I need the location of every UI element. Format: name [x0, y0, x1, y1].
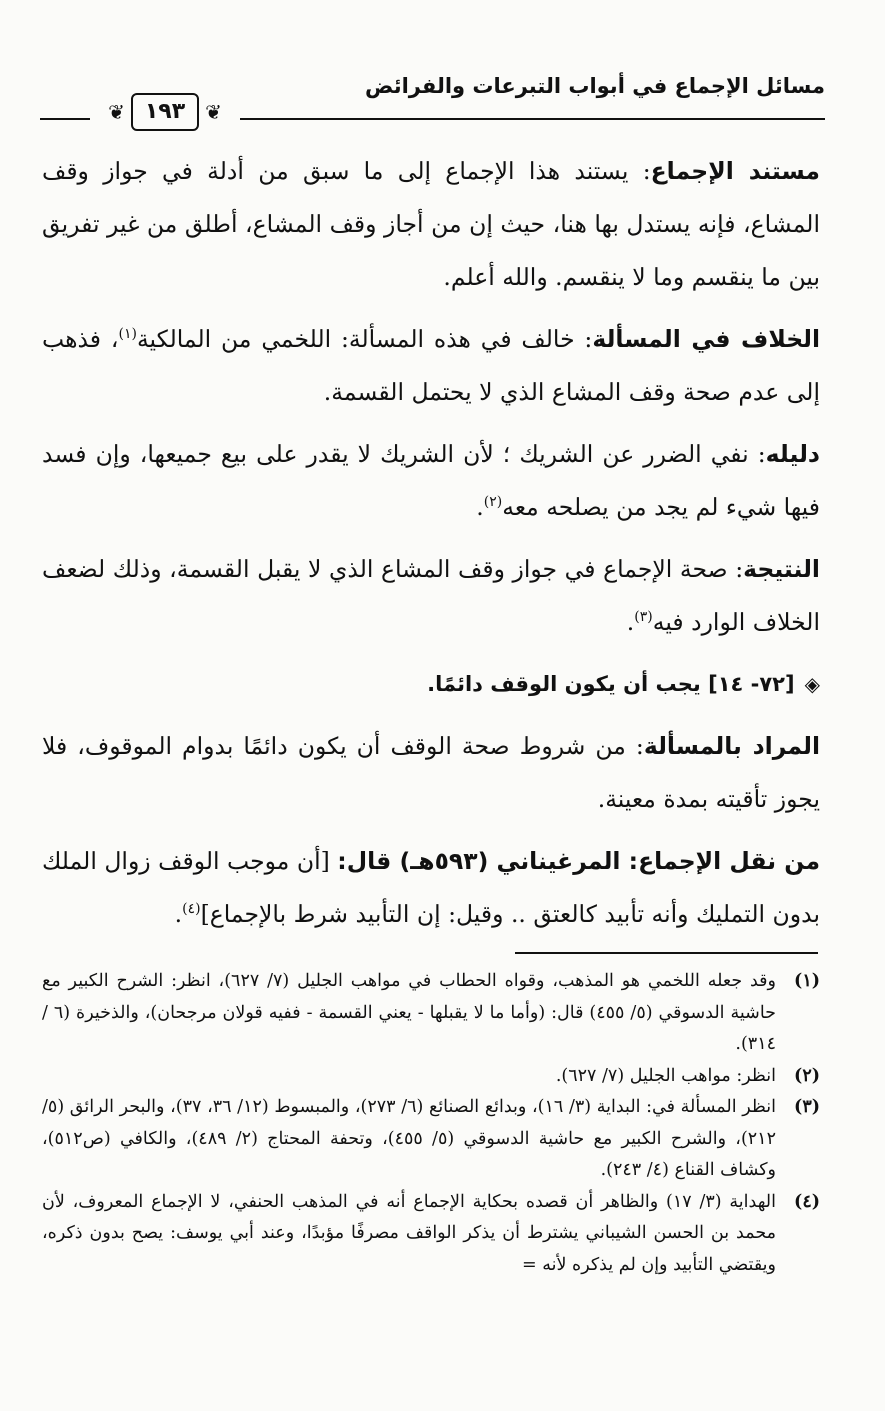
diamond-bullet-icon: ◈	[804, 672, 820, 696]
paragraph-meaning	[42, 720, 820, 826]
paragraph-text: : يستند هذا الإجماع إلى ما سبق من أدلة في جواز وقف المشاع، فإنه يستدل بها هنا، حيث إن من أجاز وقف المشاع، أطلق من غير تفريق بين ما ينقسم وما لا ينقسم. والله أعلم.	[42, 157, 820, 291]
running-title: مسائل الإجماع في أبواب التبرعات والفرائض	[365, 74, 825, 98]
footnote-text: انظر: مواهب الجليل (٧/ ٦٢٧).	[555, 1065, 776, 1086]
page-number-ornament	[90, 90, 240, 134]
paragraph-transmission	[42, 835, 820, 941]
term-label: مستند الإجماع	[650, 157, 820, 185]
paragraph-proof	[42, 428, 820, 534]
paragraph-text: .	[626, 608, 635, 636]
ornament-right-icon: ❦	[205, 100, 222, 124]
term-label: النتيجة	[743, 555, 820, 583]
term-label: دليله	[765, 440, 820, 468]
paragraph-text: [أن موجب الوقف زوال الملك بدون التمليك وأنه تأبيد كالعتق .. وقيل: إن التأبيد شرط بالإجماع]	[42, 847, 820, 928]
footnote	[42, 1061, 820, 1093]
footnote-text: وقد جعله اللخمي هو المذهب، وقواه الحطاب في مواهب الجليل (٧/ ٦٢٧)، انظر: الشرح الكبير مع حاشية الدسوقي (٥/ ٤٥٥) قال: (وأما ما لا يقبلها - يعني القسمة - ففيه قولان مرجحان)، والذخيرة (٦ / ٣١٤).	[42, 971, 776, 1054]
paragraph-text: : صحة الإجماع في جواز وقف المشاع الذي لا يقبل القسمة، وذلك لضعف الخلاف الوارد فيه	[42, 555, 820, 636]
footnote	[42, 1092, 820, 1187]
paragraph-text: .	[476, 493, 484, 521]
paragraph-text: : من شروط صحة الوقف أن يكون دائمًا بدوام الموقوف، فلا يجوز تأقيته بمدة معينة.	[42, 732, 820, 813]
issue-heading-text: [٧٢- ١٤] يجب أن يكون الوقف دائمًا.	[427, 672, 795, 696]
footnote-number: (١)	[794, 971, 820, 991]
footnote-number: (٣)	[794, 1097, 820, 1117]
main-text	[42, 145, 820, 950]
footnote-marker: (٤)	[182, 901, 201, 918]
footnote-text: الهداية (٣/ ١٧) والظاهر أن قصده بحكاية الإجماع أنه في المذهب الحنفي، لا الإجماع المعروف، لأن محمد بن الحسن الشيباني يشترط أن يذكر الواقف مصرفًا مؤبدًا، وعند أبي يوسف: يصح بدون ذكره، ويقتضي التأبيد وإن لم يذكره لأنه =	[42, 1191, 776, 1275]
paragraph-text: .	[174, 900, 183, 928]
ornament-left-icon: ❦	[108, 100, 125, 124]
footnotes	[42, 966, 820, 1281]
page-number: ١٩٣	[131, 93, 199, 131]
paragraph-text: : خالف في هذه المسألة: اللخمي من المالكية	[136, 325, 593, 353]
footnote-number: (٢)	[794, 1065, 820, 1086]
page-header	[40, 60, 825, 130]
term-label: من نقل الإجماع: المرغيناني (٥٩٣هـ) قال:	[337, 847, 821, 875]
term-label: الخلاف في المسألة	[592, 325, 821, 353]
footnote-text: انظر المسألة في: البداية (٣/ ١٦)، وبدائع الصنائع (٦/ ٢٧٣)، والمبسوط (١٢/ ٣٦، ٣٧)، والبحر الرائق (٥/ ٢١٢)، والشرح الكبير مع حاشية الدسوقي (٥/ ٤٥٥)، وتحفة المحتاج (٢/ ٤٨٩)، والكافي (ص٥١٢)، وكشاف القناع (٤/ ٢٤٣).	[42, 1097, 777, 1180]
paragraph-evidence	[42, 145, 820, 304]
footnote	[42, 966, 820, 1061]
footnote	[42, 1187, 820, 1282]
footnote-rule	[515, 952, 818, 954]
paragraph-text: : نفي الضرر عن الشريك ؛ لأن الشريك لا يقدر على بيع جميعها، وإن فسد فيها شيء لم يجد من يصلحه معه	[42, 440, 820, 521]
issue-heading	[42, 658, 820, 711]
footnote-number: (٤)	[794, 1191, 820, 1212]
paragraph-text: ، فذهب إلى عدم صحة وقف المشاع الذي لا يحتمل القسمة.	[42, 325, 820, 406]
footnote-marker: (٣)	[634, 609, 653, 626]
paragraph-disagreement	[42, 313, 820, 419]
footnote-marker: (١)	[118, 326, 137, 343]
paragraph-result	[42, 543, 820, 649]
term-label: المراد بالمسألة	[643, 732, 820, 760]
footnote-marker: (٢)	[483, 494, 503, 511]
